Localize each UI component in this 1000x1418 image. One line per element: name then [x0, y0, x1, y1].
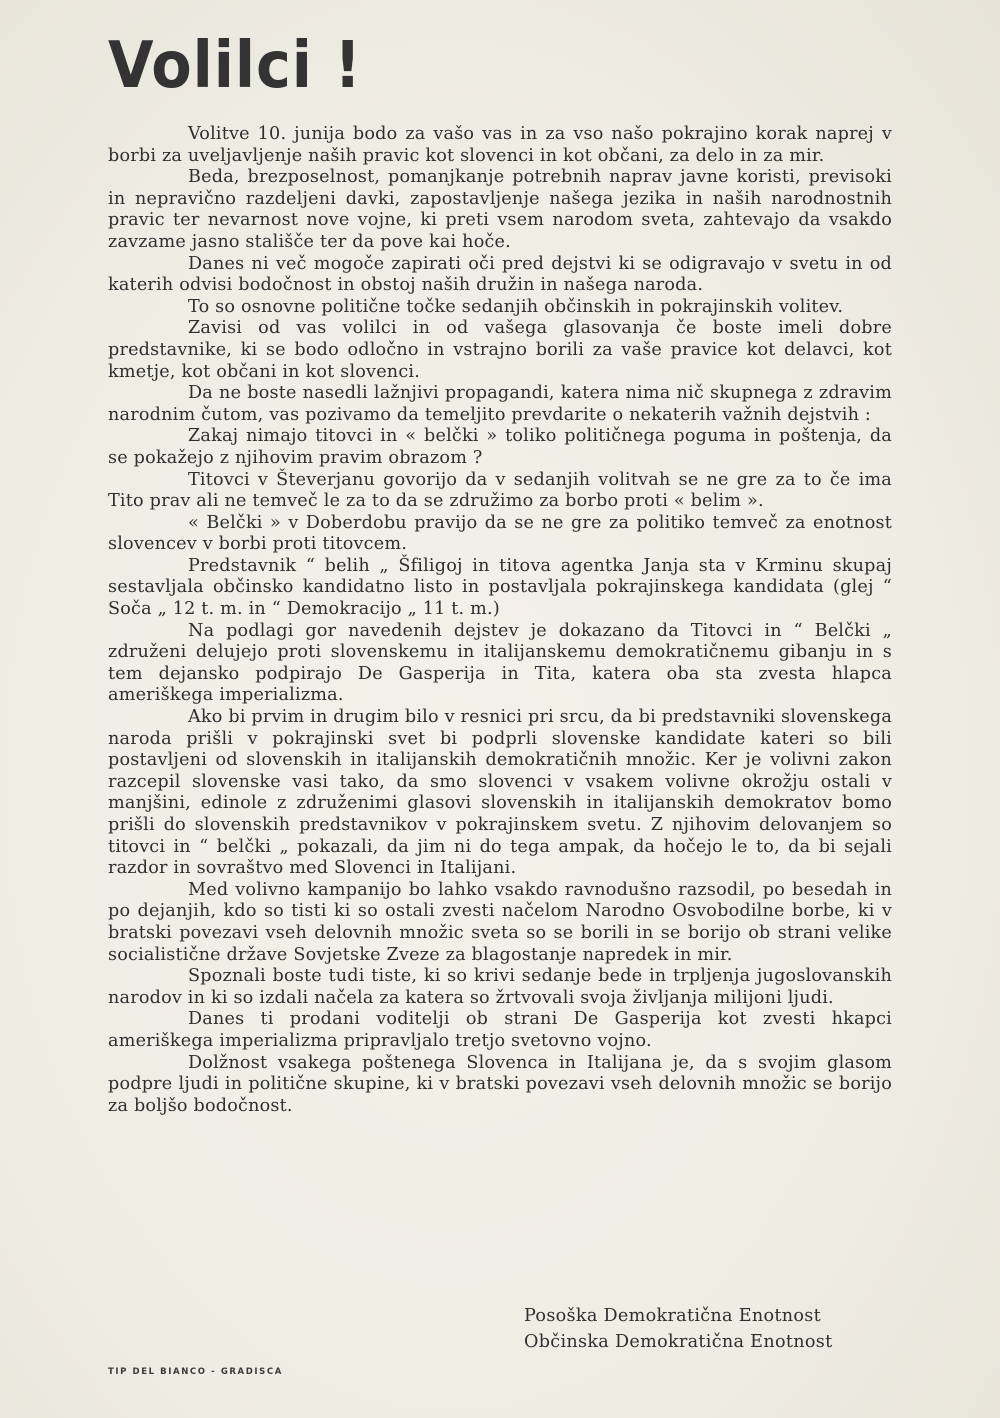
paragraph: To so osnovne politične točke sedanjih občinskih in pokrajinskih volitev.: [188, 296, 844, 317]
signatures: [524, 1303, 832, 1355]
paragraph: Predstavnik “ belih „ Šfiligoj in titova agentka Janja sta v Krminu skupaj sestavljala občinsko kandidatno listo in postavljala pokrajinskega kandidata (glej “ Soča „ 12 t. m. in “ Demokracijo „ 11 t. m.): [108, 555, 892, 620]
poster-title: Volilci !: [108, 29, 363, 103]
paragraph: Volitve 10. junija bodo za vašo vas in za vso našo pokrajino korak naprej v borbi za uveljavljenje naših pravic kot slovenci in kot občani, za delo in za mir.: [108, 124, 892, 166]
paragraph: Dolžnost vsakega poštenega Slovenca in Italijana je, da s svojim glasom podpre ljudi in politične skupine, ki v bratski povezavi vseh delovnih množic se borijo za boljšo bodočnost.: [108, 1052, 892, 1116]
paragraph: Zavisi od vas volilci in od vašega glasovanja če boste imeli dobre predstavnike, ki se bodo odločno in vstrajno borili za vaše pravice kot delavci, kot kmetje, kot občani in kot slovenci.: [108, 318, 892, 382]
poster-body: [108, 124, 892, 1117]
paragraph: Na podlagi gor navedenih dejstev je dokazano da Titovci in “ Belčki „ združeni delujejo proti slovenskemu in italijanskemu demokratičnemu gibanju in s tem dejansko podpirajo De Gasperija in Tita, katera oba sta zvesta hlapca ameriškega imperializma.: [108, 620, 892, 706]
paragraph: « Belčki » v Doberdobu pravijo da se ne gre za politiko temveč za enotnost slovencev v borbi proti titovcem.: [108, 512, 892, 555]
paragraph: Beda, brezposelnost, pomanjkanje potrebnih naprav javne koristi, previsoki in nepravično razdeljeni davki, zapostavljenje našega jezika in naših narodnostnih pravic ter nevarnost nove vojne, ki preti vsem narodom sveta, zahtevajo da vsakdo zavzame jasno stališče ter da pove kai hoče.: [108, 167, 892, 252]
paragraph: Spoznali boste tudi tiste, ki so krivi sedanje bede in trpljenja jugoslovanskih narodov in ki so izdali načela za katera so žrtvovali svoja življanja milijoni ljudi.: [108, 966, 892, 1008]
paragraph: Titovci v Števerjanu govorijo da v sedanjih volitvah se ne gre za to če ima Tito prav ali ne temveč le za to da se združimo za borbo proti « belim ».: [108, 469, 892, 512]
paragraph: Ako bi prvim in drugim bilo v resnici pri srcu, da bi predstavniki slovenskega naroda prišli v pokrajinski svet bi podprli slovenske kandidate kateri so bili postavljeni od slovenskih in italijanskih demokratičnih množic. Ker je volivni zakon razcepil slovenske vasi tako, da smo slovenci v vsakem volivne okrožju ostali v manjšini, edinole z združenimi glasovi slovenskih in italijanskih demokratov bomo prišli do slovenskih predstavnikov v pokrajinskem svetu. Z njihovim delovanjem so titovci in “ belčki „ pokazali, da jim ni do tega ampak, da hočejo le to, da bi sejali razdor in sovraštvo med Slovenci in Italijani.: [108, 707, 893, 879]
paragraph: Zakaj nimajo titovci in « belčki » toliko političnega poguma in poštenja, da se pokažejo z njihovim pravim obrazom ?: [108, 426, 892, 468]
paragraph: Danes ni več mogoče zapirati oči pred dejstvi ki se odigravajo v svetu in od katerih odvisi bodočnost in obstoj naših družin in našega naroda.: [108, 253, 892, 296]
paragraph: Da ne boste nasedli lažnjivi propagandi, katera nima nič skupnega z zdravim narodnim čutom, vas pozivamo da temeljito prevdarite o nekaterih važnih dejstvih :: [108, 383, 892, 425]
signature-line: Občinska Demokratična Enotnost: [524, 1332, 833, 1352]
signature-line: Posoška Demokratična Enotnost: [524, 1306, 821, 1326]
printer-imprint: TIP DEL BIANCO - GRADISCA: [108, 1367, 283, 1377]
paragraph: Med volivno kampanijo bo lahko vsakdo ravnodušno razsodil, po besedah in po dejanjih, kdo so tisti ki so ostali zvesti načelom Narodno Osvobodilne borbe, ki v bratski povezavi vseh delovnih množic sveta so se borili in se borijo ob strani velike socialistične države Sovjetske Zveze za blagostanje napredek in mir.: [108, 879, 892, 965]
paragraph: Danes ti prodani voditelji ob strani De Gasperija kot zvesti hkapci ameriškega imperializma pripravljalo tretjo svetovno vojno.: [108, 1009, 892, 1051]
